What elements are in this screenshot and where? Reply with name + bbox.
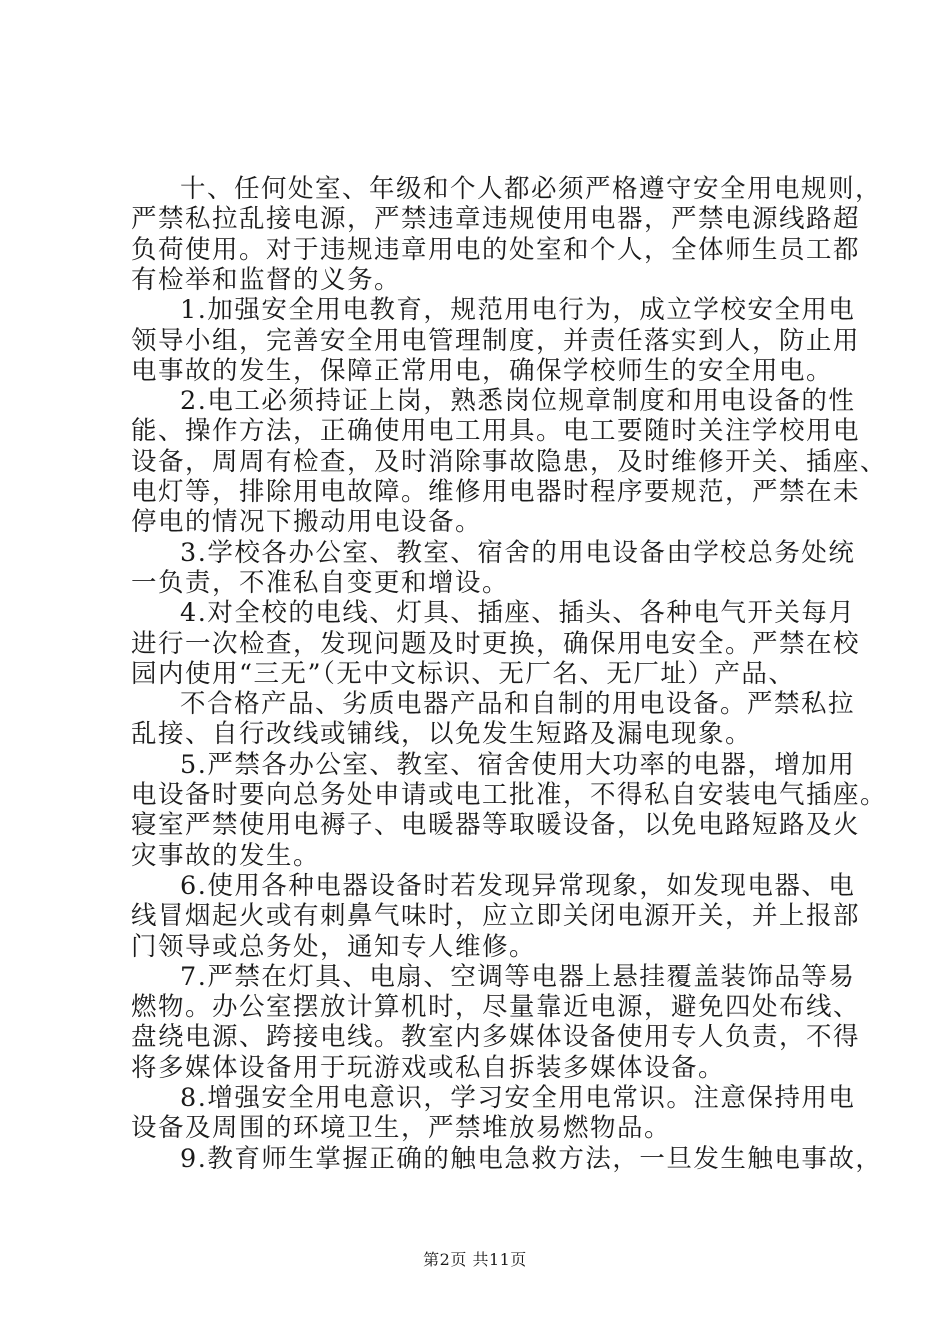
- text-line: 线冒烟起火或有刺鼻气味时，应立即关闭电源开关，并上报部: [131, 901, 861, 931]
- text-line: 燃物。办公室摆放计算机时，尽量靠近电源，避免四处布线、: [131, 992, 861, 1022]
- text-line: 停电的情况下搬动用电设备。: [131, 507, 483, 537]
- text-line: 园内使用“三无”（无中文标识、无厂名、无厂址）产品、: [131, 659, 796, 689]
- text-line: 电事故的发生，保障正常用电，确保学校师生的安全用电。: [131, 356, 834, 386]
- text-line: 能、操作方法，正确使用电工用具。电工要随时关注学校用电: [131, 416, 861, 446]
- text-line: 3.学校各办公室、教室、宿舍的用电设备由学校总务处统: [180, 538, 856, 568]
- text-line: 4.对全校的电线、灯具、插座、插头、各种电气开关每月: [180, 598, 856, 628]
- text-line: 7.严禁在灯具、电扇、空调等电器上悬挂覆盖装饰品等易: [180, 962, 856, 992]
- text-line: 一负责，不准私自变更和增设。: [131, 568, 510, 598]
- text-line: 乱接、自行改线或铺线，以免发生短路及漏电现象。: [131, 719, 753, 749]
- text-line: 灾事故的发生。: [131, 841, 321, 871]
- text-line: 电设备时要向总务处申请或电工批准，不得私自安装电气插座。: [131, 780, 888, 810]
- text-line: 6.使用各种电器设备时若发现异常现象，如发现电器、电: [180, 871, 856, 901]
- text-line: 寝室严禁使用电褥子、电暖器等取暖设备，以免电路短路及火: [131, 810, 861, 840]
- text-line: 有检举和监督的义务。: [131, 265, 402, 295]
- text-line: 盘绕电源、跨接电线。教室内多媒体设备使用专人负责，不得: [131, 1022, 861, 1052]
- text-line: 不合格产品、劣质电器产品和自制的用电设备。严禁私拉: [180, 689, 856, 719]
- text-line: 8.增强安全用电意识，学习安全用电常识。注意保持用电: [180, 1083, 856, 1113]
- text-line: 将多媒体设备用于玩游戏或私自拆装多媒体设备。: [131, 1053, 726, 1083]
- text-line: 十、任何处室、年级和个人都必须严格遵守安全用电规则，: [180, 174, 883, 204]
- text-line: 2.电工必须持证上岗，熟悉岗位规章制度和用电设备的性: [180, 386, 856, 416]
- text-line: 5.严禁各办公室、教室、宿舍使用大功率的电器，增加用: [180, 750, 856, 780]
- text-line: 领导小组，完善安全用电管理制度，并责任落实到人，防止用: [131, 326, 861, 356]
- text-line: 9.教育师生掌握正确的触电急救方法，一旦发生触电事故，: [180, 1144, 883, 1174]
- text-line: 进行一次检查，发现问题及时更换，确保用电安全。严禁在校: [131, 629, 861, 659]
- text-line: 设备，周周有检查，及时消除事故隐患，及时维修开关、插座、: [131, 447, 888, 477]
- text-line: 1.加强安全用电教育，规范用电行为，成立学校安全用电: [180, 295, 856, 325]
- text-line: 电灯等，排除用电故障。维修用电器时程序要规范，严禁在未: [131, 477, 861, 507]
- text-line: 设备及周围的环境卫生，严禁堆放易燃物品。: [131, 1113, 672, 1143]
- text-line: 严禁私拉乱接电源，严禁违章违规使用电器，严禁电源线路超: [131, 204, 861, 234]
- text-line: 负荷使用。对于违规违章用电的处室和个人，全体师生员工都: [131, 235, 861, 265]
- text-line: 门领导或总务处，通知专人维修。: [131, 932, 537, 962]
- page-footer: 第2页 共11页: [423, 1250, 527, 1269]
